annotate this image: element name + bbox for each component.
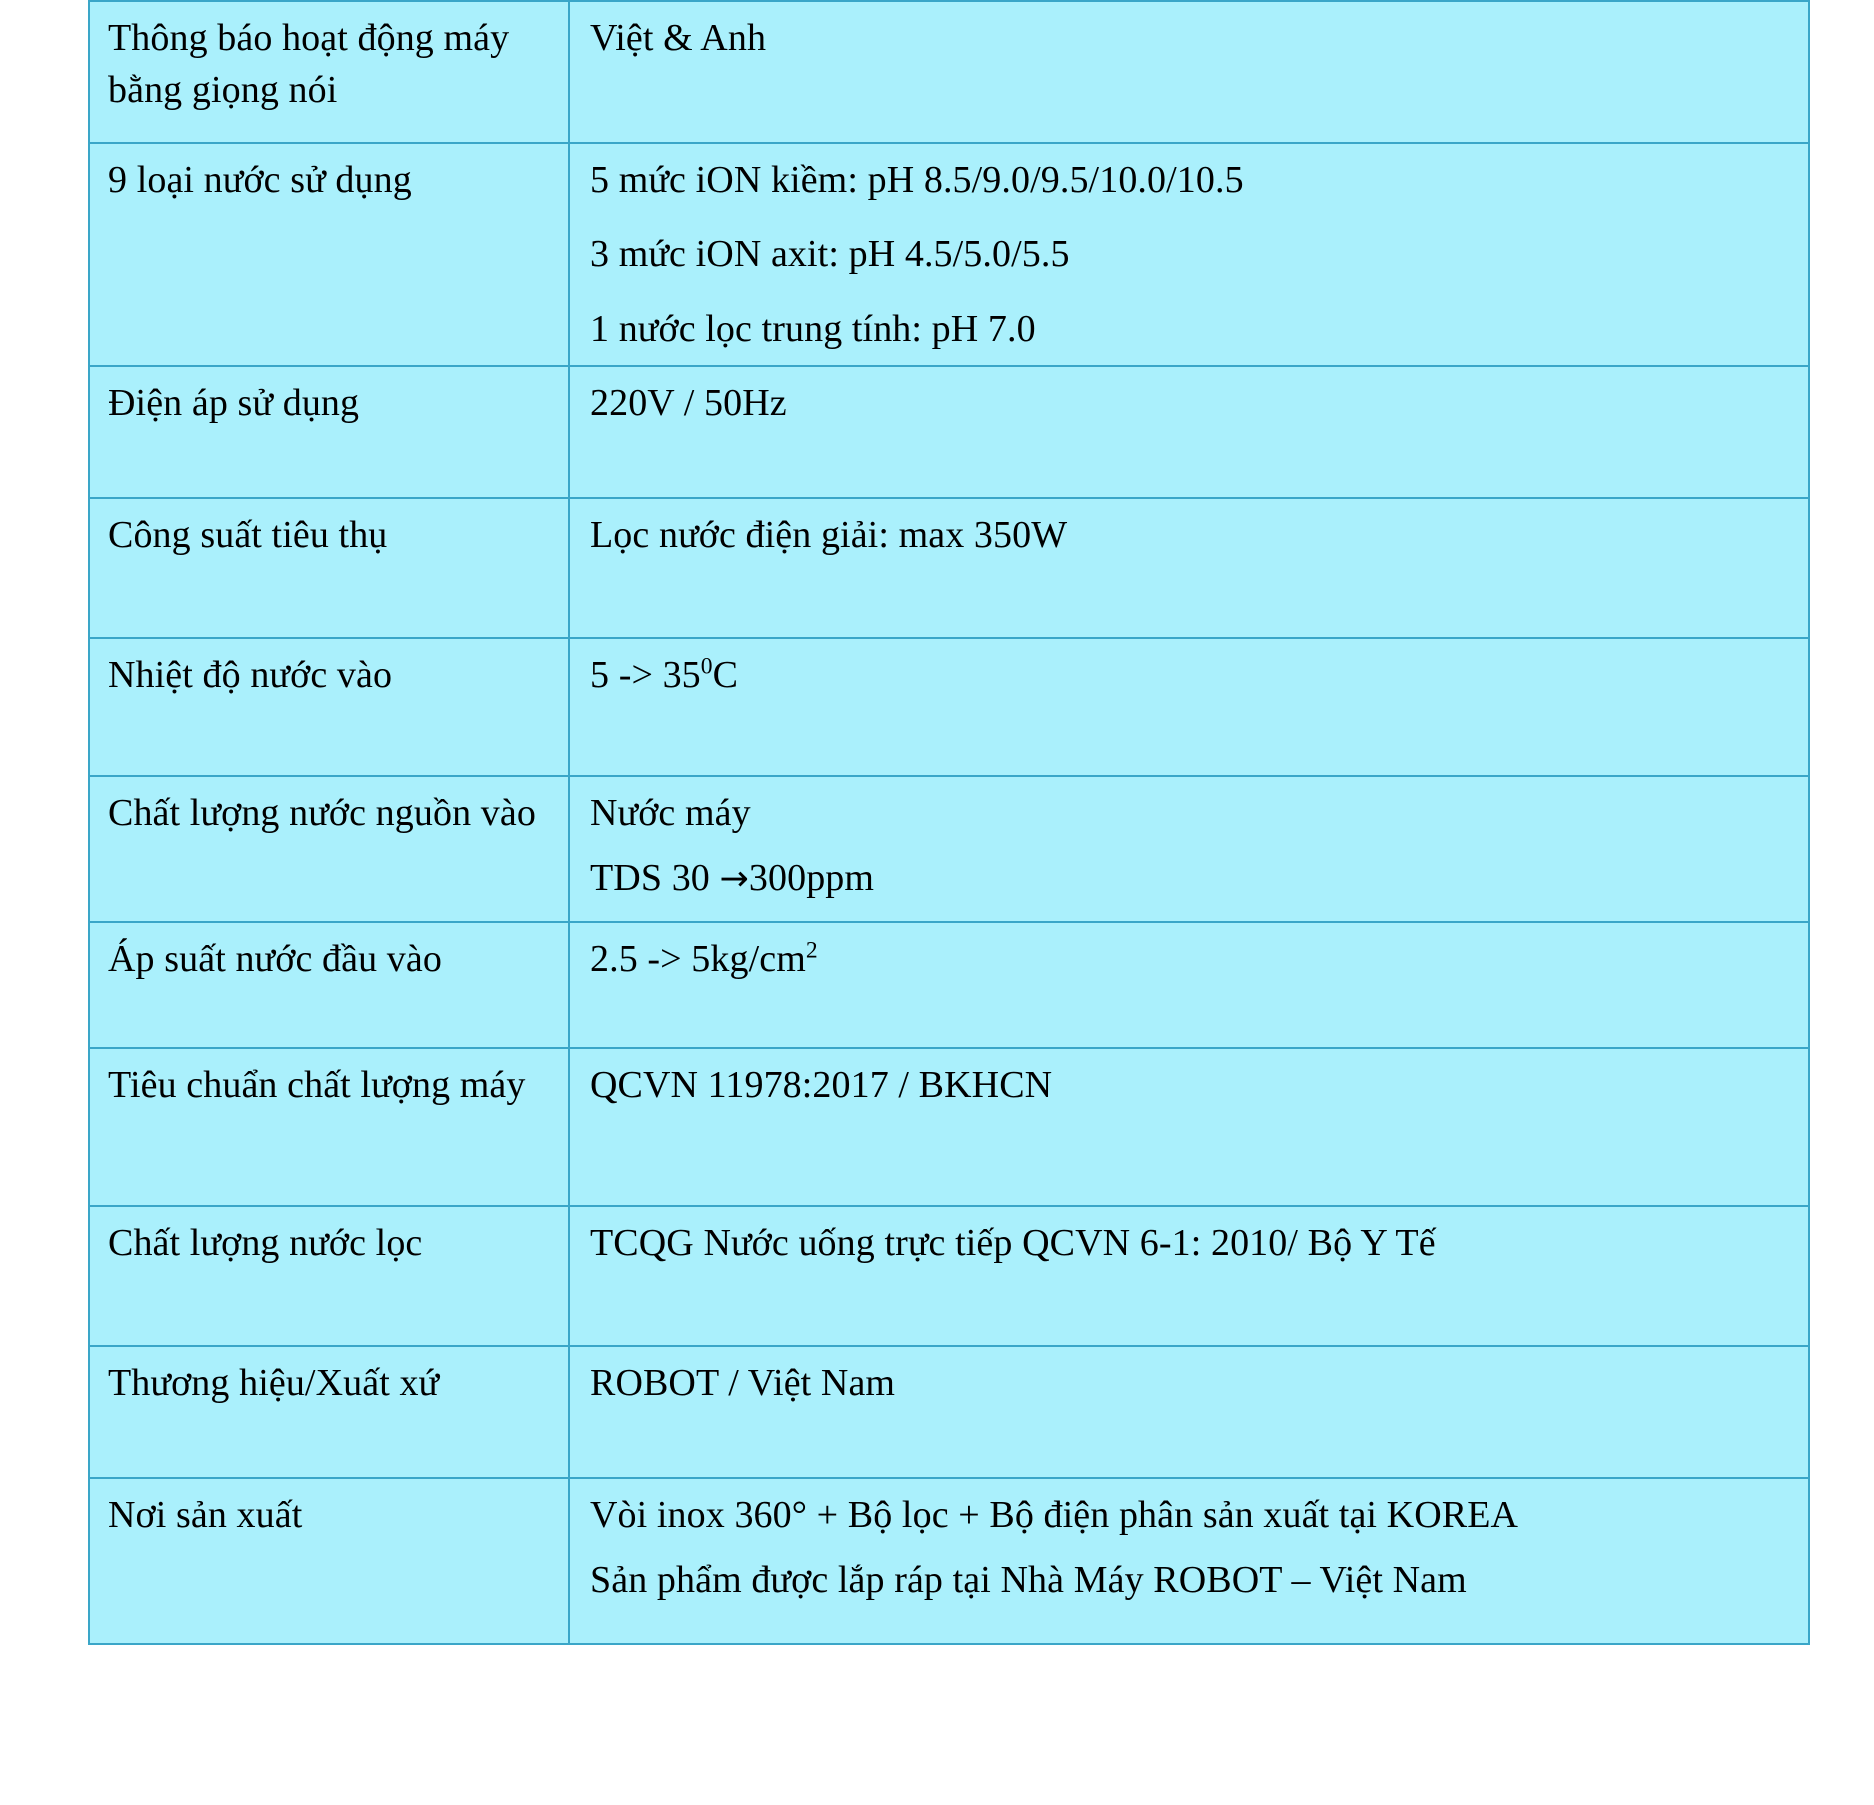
table-row — [89, 498, 1809, 638]
row-label-inlet-temperature: Nhiệt độ nước vào — [89, 638, 569, 776]
row-label-water-types: 9 loại nước sử dụng — [89, 143, 569, 366]
value-line: TCQG Nước uống trực tiếp QCVN 6-1: 2010/ Bộ Y Tế — [590, 1222, 1436, 1265]
value-text: 2.5 -> 5kg/cm — [590, 938, 806, 981]
row-value-brand-origin — [569, 1346, 1809, 1478]
row-value-inlet-pressure — [569, 922, 1809, 1048]
row-label-manufacturing-place: Nơi sản xuất — [89, 1478, 569, 1644]
table-row — [89, 638, 1809, 776]
row-value-filtered-water-quality — [569, 1206, 1809, 1346]
value-text: TDS 30 — [590, 856, 710, 899]
value-text: 300ppm — [748, 856, 875, 899]
row-value-voice-notification — [569, 1, 1809, 143]
value-line: 5 mức iON kiềm: pH 8.5/9.0/9.5/10.0/10.5 — [590, 159, 1244, 201]
arrow-icon: → — [719, 858, 749, 899]
row-value-inlet-temperature — [569, 638, 1809, 776]
table-row — [89, 922, 1809, 1048]
row-label-filtered-water-quality: Chất lượng nước lọc — [89, 1206, 569, 1346]
value-superscript: 2 — [805, 937, 818, 964]
page-bottom-margin — [0, 1700, 1874, 1805]
row-label-brand-origin: Thương hiệu/Xuất xứ — [89, 1346, 569, 1478]
value-line: Việt & Anh — [590, 17, 767, 59]
value-superscript: 0 — [700, 653, 713, 680]
value-unit: C — [712, 654, 739, 697]
row-label-voice-notification: Thông báo hoạt động máy bằng giọng nói — [89, 1, 569, 143]
row-value-source-water-quality — [569, 776, 1809, 922]
table-body — [89, 1, 1809, 1644]
value-line: ROBOT / Việt Nam — [590, 1362, 896, 1405]
value-line: Vòi inox 360° + Bộ lọc + Bộ điện phân sản xuất tại KOREA — [590, 1494, 1519, 1537]
value-line: 3 mức iON axit: pH 4.5/5.0/5.5 — [590, 233, 1070, 276]
row-label-source-water-quality: Chất lượng nước nguồn vào — [89, 776, 569, 922]
table-row — [89, 143, 1809, 366]
value-text: 5 -> 35 — [590, 654, 701, 697]
value-line-tds — [590, 852, 1794, 904]
table-row — [89, 1206, 1809, 1346]
row-label-machine-standard: Tiêu chuẩn chất lượng máy — [89, 1048, 569, 1206]
value-line: 1 nước lọc trung tính: pH 7.0 — [590, 307, 1036, 350]
table-row — [89, 1048, 1809, 1206]
table-row — [89, 776, 1809, 922]
row-label-power-consumption: Công suất tiêu thụ — [89, 498, 569, 638]
specification-table — [88, 0, 1810, 1645]
value-line: Lọc nước điện giải: max 350W — [590, 514, 1068, 557]
table-row — [89, 366, 1809, 498]
row-label-voltage: Điện áp sử dụng — [89, 366, 569, 498]
value-line: Nước máy — [590, 792, 751, 835]
row-value-manufacturing-place — [569, 1478, 1809, 1644]
table-row — [89, 1478, 1809, 1644]
row-value-voltage — [569, 366, 1809, 498]
row-value-water-types — [569, 143, 1809, 366]
value-line: 220V / 50Hz — [590, 382, 787, 425]
table-row — [89, 1346, 1809, 1478]
table-row — [89, 1, 1809, 143]
row-value-power-consumption — [569, 498, 1809, 638]
value-line: QCVN 11978:2017 / BKHCN — [590, 1064, 1053, 1107]
row-value-machine-standard — [569, 1048, 1809, 1206]
value-line: Sản phẩm được lắp ráp tại Nhà Máy ROBOT – Việt Nam — [590, 1558, 1467, 1601]
row-label-inlet-pressure: Áp suất nước đầu vào — [89, 922, 569, 1048]
